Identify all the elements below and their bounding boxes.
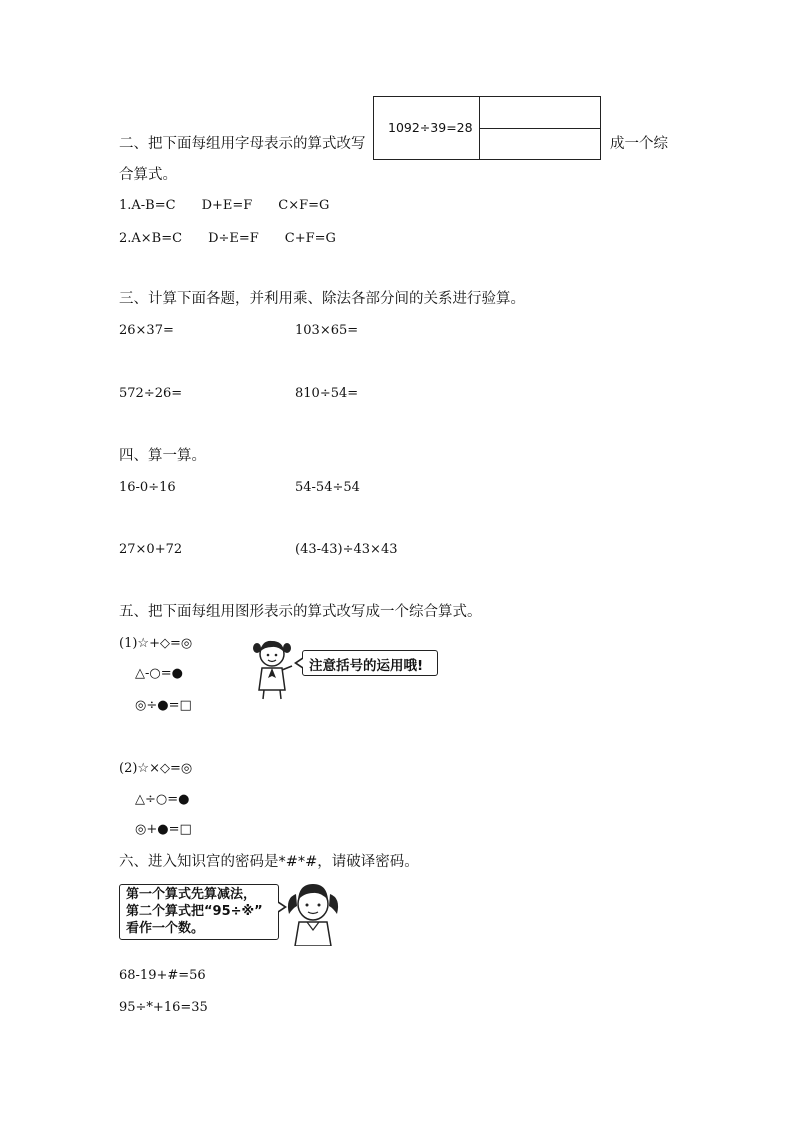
equation-table-divider	[480, 128, 600, 129]
section4-heading: 四、算一算。	[119, 448, 206, 464]
equation-table-cell	[374, 97, 480, 159]
girl-cartoon-icon	[250, 638, 298, 700]
calc-item: 572÷26=	[119, 386, 183, 401]
shape-equation: ◎+●=□	[135, 822, 192, 837]
section3-heading: 三、计算下面各题，并利用乘、除法各部分间的关系进行验算。	[119, 291, 525, 307]
calc-item: 54-54÷54	[295, 480, 360, 495]
calc-item: 26×37=	[119, 323, 174, 338]
hint-bubble-line: 第一个算式先算减法，	[126, 887, 257, 902]
calc-item: (43-43)÷43×43	[295, 542, 398, 557]
calc-item: 27×0+72	[119, 542, 183, 557]
section2-heading-cont2: 合算式。	[119, 167, 177, 183]
hint-bubble-line: 看作一个数。	[126, 921, 205, 936]
calc-item: 16-0÷16	[119, 480, 176, 495]
hint-bubble	[119, 884, 279, 940]
section2-row2: 2.A×B=C D÷E=F C+F=G	[119, 231, 336, 246]
calc-item: 810÷54=	[295, 386, 359, 401]
section6-heading: 六、进入知识宫的密码是*#*#，请破译密码。	[119, 854, 419, 870]
shape-equation: △-○=●	[135, 666, 183, 681]
calc-item: 103×65=	[295, 323, 359, 338]
shape-equation: △÷○=●	[135, 792, 190, 807]
girl-cartoon-icon	[283, 880, 343, 946]
shape-equation: (2)☆×◇=◎	[119, 761, 193, 776]
password-equation: 95÷*+16=35	[119, 1000, 208, 1015]
shape-equation: ◎÷●=□	[135, 698, 192, 713]
password-equation: 68-19+#=56	[119, 968, 206, 983]
section5-heading: 五、把下面每组用图形表示的算式改写成一个综合算式。	[119, 604, 482, 620]
shape-equation: (1)☆+◇=◎	[119, 636, 193, 651]
section2-heading: 二、把下面每组用字母表示的算式改写	[119, 136, 366, 152]
section2-heading-cont: 成一个综	[610, 136, 668, 152]
equation-table-text: 1092÷39=28	[388, 120, 473, 135]
equation-table	[373, 96, 601, 160]
hint-bubble-text: 注意括号的运用哦!	[309, 658, 424, 674]
hint-bubble	[302, 650, 438, 676]
hint-bubble-line: 第二个算式把“95÷※”	[126, 904, 263, 919]
section2-row1: 1.A-B=C D+E=F C×F=G	[119, 198, 330, 213]
